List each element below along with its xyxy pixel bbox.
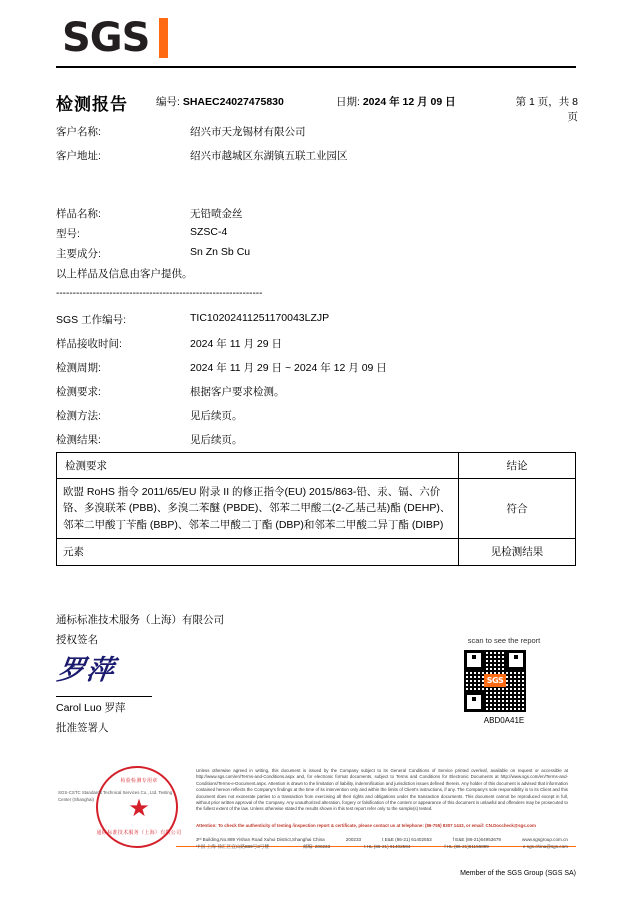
test-period-label: 检测周期: (56, 362, 101, 374)
received-date-label: 样品接收时间: (56, 338, 122, 350)
column-header-requirement: 检测要求 (57, 453, 459, 479)
requirement-cell: 欧盟 RoHS 指令 2011/65/EU 附录 II 的修正指令(EU) 2015/863-铅、汞、镉、六价铬、多溴联苯 (PBB)、多溴二苯醚 (PBDE)、邻苯二甲酸二(2-乙基己基)酯 (DEHP)、邻苯二甲酸丁苄酯 (BBP)、邻苯二甲酸二丁酯 (DBP)和邻苯二甲酸二异丁酯 (DIBP) (57, 479, 459, 539)
test-result-label: 检测结果: (56, 434, 101, 446)
section-separator: -------------------------------------------------------------- (56, 288, 263, 299)
footer-fax-en: f E&E (86-21)64953679 (452, 837, 501, 842)
conclusion-cell: 符合 (459, 479, 576, 539)
customer-name-label: 客户名称: (56, 126, 101, 138)
sample-name-value: 无铅喷金丝 (190, 208, 243, 220)
sample-model-label: 型号: (56, 228, 80, 240)
footer-zip-cn: 邮编: 200233 (303, 844, 331, 850)
column-header-conclusion: 结论 (459, 453, 576, 479)
qr-sgs-logo: SGS (484, 674, 506, 687)
page-count: 第 1 页，共 8 页 (515, 96, 578, 123)
footer-zip-en: 200233 (345, 837, 362, 842)
sgs-logo-accent-bar (159, 18, 168, 58)
sample-note: 以上样品及信息由客户提供。 (56, 268, 193, 280)
footer-fax-cn: f HL (86-21)61156899 (444, 844, 489, 850)
seal-star-icon: ★ (128, 795, 150, 822)
table-header-row (57, 453, 576, 479)
qr-caption: scan to see the report (467, 636, 541, 645)
signer-name: Carol Luo 罗萍 (56, 702, 126, 714)
seal-bottom-text: 通标标准技术服务（上海）有限公司 (96, 830, 182, 836)
footer-address-row-cn (196, 843, 568, 850)
authorized-signature-label: 授权签名 (56, 634, 98, 646)
signing-company: 通标标准技术服务（上海）有限公司 (56, 614, 224, 626)
report-number-label: 编号: (156, 96, 180, 108)
report-date-value: 2024 年 12 月 09 日 (362, 96, 456, 108)
seal-side-text: SGS-CSTC Standards Technical Services Co., Ltd. Testing Center (Shanghai) (58, 790, 173, 802)
signer-role: 批准签署人 (56, 722, 109, 734)
test-period-value: 2024 年 11 月 29 日 ~ 2024 年 12 月 09 日 (190, 362, 387, 374)
customer-address-value: 绍兴市越城区东湖镇五联工业园区 (190, 150, 348, 162)
footer-legal-text: Unless otherwise agreed in writing, this document is issued by the Company subject to its General Conditions of Service printed overleaf, available on request or accessible at http://www.sgs.com/en/Terms-and-Conditions.aspx and, for electronic format documents, subject to Terms and Conditions for Electronic Documents at http://www.sgs.com/en/Terms-and-Conditions/Terms-e-Document.aspx. Attention is drawn to the limitation of liability, indemnification and jurisdiction issues defined therein. Any holder of this document is advised that information contained hereon reflects the Company's findings at the time of its intervention only and within the limits of Client's instructions, if any. The Company's sole responsibility is to its Client and this document does not exonerate parties to a transaction from exercising all their rights and obligations under the transaction documents. This document cannot be reproduced except in full, without prior written approval of the Company. Any unauthorized alteration, forgery or falsification of the content or appearance of this document is unlawful and offenders may be prosecuted to the fullest extent of the law. Unless otherwise stated the results shown in this test report refer only to the sample(s) tested. (196, 768, 568, 812)
sample-composition-value: Sn Zn Sb Cu (190, 246, 251, 258)
footer-attention-text: Attention: To check the authenticity of testing /inspection report & certificate, please contact us at telephone: (86-755) 8307 1443, or email: CN.Doccheck@sgs.com (196, 823, 536, 828)
job-number-value: TIC10202411251170043LZJP (190, 312, 330, 324)
page-title: 检测报告 (56, 95, 128, 114)
footer-address-block (196, 836, 568, 851)
handwritten-signature: 罗萍 (55, 655, 118, 686)
footer-address-en: 3ʳᵈ Building,No.889 Yishan Road Xuhui District,Shanghai China (196, 837, 325, 842)
qr-finder-bottom-left (464, 692, 484, 712)
qr-finder-top-left (464, 650, 484, 670)
report-number (156, 94, 336, 124)
report-date (336, 94, 511, 124)
footer-member-note: Member of the SGS Group (SGS SA) (460, 870, 576, 877)
signature-line (56, 696, 152, 697)
customer-address-label: 客户地址: (56, 150, 101, 162)
qr-pattern (464, 650, 526, 712)
customer-name-value: 绍兴市天龙锡材有限公司 (190, 126, 306, 138)
company-seal (96, 766, 182, 852)
requirement-cell: 元素 (57, 538, 459, 565)
sample-model-value: SZSC-4 (190, 226, 228, 238)
test-requirement-label: 检测要求: (56, 386, 101, 398)
received-date-value: 2024 年 11 月 29 日 (190, 338, 283, 350)
sample-name-label: 样品名称: (56, 208, 101, 220)
job-number-label: SGS 工作编号: (56, 314, 127, 326)
qr-verification-code: ABD0A41E (483, 716, 525, 725)
footer-email[interactable]: e sgs.china@sgs.com (522, 844, 568, 850)
report-meta-row (156, 94, 578, 124)
seal-top-text: 检验检测专用章 (120, 778, 158, 784)
test-method-label: 检测方法: (56, 410, 101, 422)
sgs-logo-text: SGS (62, 15, 150, 61)
qr-code[interactable] (462, 648, 528, 714)
footer-tel-cn: t HL (86-21) 61402594 (364, 844, 411, 850)
sgs-logo (62, 16, 166, 60)
table-row (57, 538, 576, 565)
footer-address-cn: 中国·上海·徐汇区宜山路889号3号楼 (196, 844, 269, 850)
test-requirement-value: 根据客户要求检测。 (190, 386, 285, 398)
footer-tel-en: t E&E (86-21) 61402553 (382, 837, 432, 842)
report-number-value: SHAEC24027475830 (182, 96, 284, 108)
table-row (57, 479, 576, 539)
test-result-value: 见后续页。 (190, 434, 243, 446)
qr-finder-top-right (506, 650, 526, 670)
conclusion-cell: 见检测结果 (459, 538, 576, 565)
footer-website[interactable]: www.sgsgroup.com.cn (522, 837, 568, 842)
test-method-value: 见后续页。 (190, 410, 243, 422)
report-date-label: 日期: (336, 96, 360, 108)
footer-address-row-en (196, 836, 568, 843)
requirements-table (56, 452, 576, 566)
header-divider (56, 66, 576, 68)
sample-composition-label: 主要成分: (56, 248, 101, 260)
